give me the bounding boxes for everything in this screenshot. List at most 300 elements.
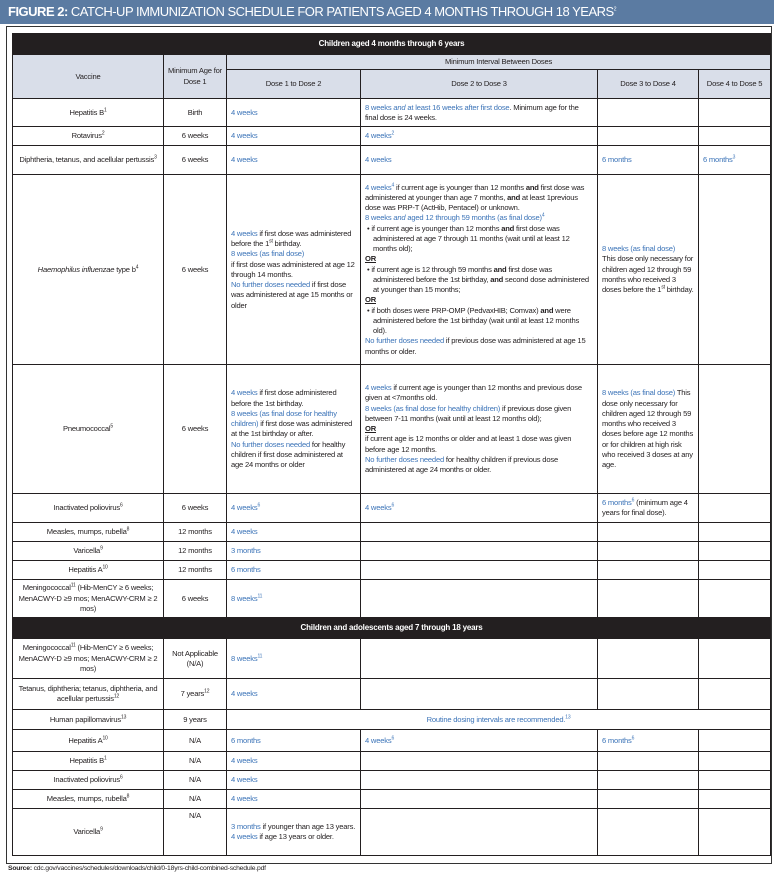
- table-row: [13, 494, 771, 523]
- interval-cell: [361, 523, 598, 542]
- text-segment: 8 weeks (as final dose for healthy children): [365, 403, 501, 413]
- table-row: [13, 127, 771, 146]
- text-segment: 11: [257, 593, 263, 600]
- interval-cell: [699, 146, 771, 175]
- text-segment: and: [501, 223, 515, 233]
- minimum-age: [164, 365, 227, 494]
- minimum-age-value: 6 weeks: [181, 264, 209, 274]
- interval-cell: [699, 580, 771, 618]
- interval-cell: [598, 175, 699, 365]
- table-row: [13, 580, 771, 618]
- cell-paragraph: [231, 715, 766, 725]
- footnote-ref: 2: [613, 6, 616, 13]
- text-segment: 4 weeks: [231, 503, 258, 513]
- text-segment: 4 weeks: [231, 775, 258, 785]
- text-segment: 6 months: [602, 498, 632, 507]
- text-segment: 4 weeks: [231, 527, 258, 537]
- text-segment: if first dose administered before the 1st birthday.: [231, 388, 337, 408]
- cell-paragraph: [365, 336, 593, 357]
- header-dose-interval: Dose 4 to Dose 5: [699, 70, 771, 99]
- cell-paragraph: [365, 254, 593, 264]
- interval-cell: [699, 99, 771, 127]
- text-segment: 6 months: [602, 735, 632, 745]
- text-segment: at least 16 weeks after first dose: [405, 102, 510, 112]
- minimum-age: [164, 639, 227, 679]
- text-segment: if first dose was administered at age 15 months or older: [231, 280, 353, 310]
- vaccine-name: [13, 494, 164, 523]
- cell-paragraph: [365, 213, 593, 223]
- cell-paragraph: [231, 594, 356, 604]
- text-segment: Hepatitis A: [68, 735, 103, 745]
- text-segment: 8: [126, 526, 130, 533]
- bullet-item: [365, 306, 593, 337]
- text-segment: st: [269, 238, 273, 245]
- text-segment: Rotavirus: [71, 131, 102, 141]
- text-segment: Routine dosing intervals are recommended.: [426, 714, 566, 724]
- vaccine-name: [13, 710, 164, 730]
- interval-cell: [227, 365, 361, 494]
- interval-cell: [361, 580, 598, 618]
- cell-paragraph: [365, 383, 593, 404]
- cell-paragraph: [231, 794, 356, 804]
- minimum-age-value: N/A: [188, 811, 202, 821]
- text-segment: 6: [631, 735, 635, 742]
- cell-paragraph: [365, 736, 593, 746]
- text-segment: 11: [70, 642, 76, 649]
- text-segment: (minimum age 4 years for final dose).: [602, 498, 688, 518]
- minimum-age: [164, 710, 227, 730]
- minimum-age: [164, 561, 227, 580]
- table-row: [13, 175, 771, 365]
- interval-cell: [227, 809, 361, 856]
- minimum-age: [164, 809, 227, 856]
- text-segment: and: [525, 182, 539, 192]
- text-segment: Varicella: [73, 546, 101, 556]
- figure-label: FIGURE 2:: [8, 4, 68, 19]
- interval-cell: [227, 710, 771, 730]
- text-segment: 4 weeks: [231, 228, 258, 238]
- interval-cell: [699, 561, 771, 580]
- cell-paragraph: [231, 131, 356, 141]
- table-row: [13, 710, 771, 730]
- section-title: Children and adolescents aged 7 through 18 years: [13, 618, 771, 639]
- minimum-age-value: 6 weeks: [181, 424, 209, 434]
- cell-paragraph: [365, 434, 593, 455]
- interval-cell: [361, 175, 598, 365]
- text-segment: OR: [365, 295, 376, 305]
- figure-title-text: CATCH-UP IMMUNIZATION SCHEDULE FOR PATIENTS AGED 4 MONTHS THROUGH 18 YEARS: [67, 4, 614, 19]
- minimum-age-value: N/A: [188, 794, 202, 804]
- interval-cell: [361, 365, 598, 494]
- text-segment: 6: [257, 502, 261, 509]
- interval-cell: [598, 679, 699, 710]
- text-segment: for healthy children if previous dose administered at age 24 months or older.: [365, 454, 558, 475]
- vaccine-name: [13, 99, 164, 127]
- minimum-age-value: 9 years: [183, 714, 207, 724]
- text-segment: 1: [103, 755, 107, 762]
- text-segment: 2: [101, 130, 105, 137]
- interval-cell: [598, 771, 699, 790]
- minimum-age: [164, 175, 227, 365]
- text-segment: 3 months: [231, 546, 261, 556]
- cell-paragraph: [365, 131, 593, 141]
- text-segment: Hepatitis B: [69, 756, 104, 766]
- text-segment: 8 weeks (as final dose): [602, 388, 676, 398]
- text-segment: 3 months: [231, 822, 261, 831]
- text-segment: 3: [732, 154, 736, 161]
- vaccine-name: [13, 561, 164, 580]
- interval-cell: [598, 365, 699, 494]
- minimum-age-value: 6 weeks: [181, 593, 209, 603]
- text-segment: Varicella: [73, 827, 101, 837]
- interval-cell: [361, 679, 598, 710]
- text-segment: 4 weeks: [231, 131, 258, 141]
- text-segment: and: [393, 102, 406, 112]
- interval-cell: [227, 99, 361, 127]
- interval-cell: [598, 494, 699, 523]
- text-segment: 4: [135, 264, 139, 271]
- minimum-age: [164, 679, 227, 710]
- text-segment: 3: [154, 154, 157, 161]
- text-segment: 8 weeks: [231, 653, 258, 663]
- interval-cell: [699, 679, 771, 710]
- table-row: [13, 752, 771, 771]
- minimum-age-value: N/A: [188, 775, 202, 785]
- cell-paragraph: [231, 440, 356, 471]
- interval-cell: [361, 639, 598, 679]
- cell-paragraph: [231, 388, 356, 409]
- interval-cell: [598, 146, 699, 175]
- minimum-age-value: 12 months: [178, 546, 212, 556]
- cell-paragraph: [231, 260, 356, 281]
- minimum-age: [164, 494, 227, 523]
- interval-cell: [361, 752, 598, 771]
- vaccine-name: [13, 790, 164, 809]
- text-segment: 8 weeks (as final dose for healthy children): [231, 408, 337, 428]
- cell-paragraph: [231, 832, 356, 842]
- text-segment: birthday.: [664, 285, 694, 295]
- text-segment: 1: [103, 107, 107, 114]
- text-segment: No further doses needed: [231, 280, 310, 289]
- table-row: [13, 146, 771, 175]
- text-segment: 10: [102, 564, 108, 571]
- vaccine-name: [13, 752, 164, 771]
- cell-paragraph: [231, 822, 356, 832]
- text-segment: and: [493, 264, 507, 274]
- vaccine-name: [13, 639, 164, 679]
- text-segment: 13: [120, 714, 127, 721]
- minimum-age: [164, 580, 227, 618]
- cell-paragraph: [231, 108, 356, 118]
- minimum-age-value: 6 weeks: [181, 131, 209, 141]
- interval-cell: [227, 790, 361, 809]
- section-title: Children aged 4 months through 6 years: [13, 34, 771, 55]
- table-row: [13, 679, 771, 710]
- interval-cell: [361, 790, 598, 809]
- text-segment: Meningococcal: [22, 583, 71, 593]
- column-header-row: [13, 55, 771, 70]
- interval-cell: [227, 542, 361, 561]
- interval-cell: [227, 523, 361, 542]
- vaccine-name: [13, 146, 164, 175]
- text-segment: Diphtheria, tetanus, and acellular pertussis: [19, 155, 155, 165]
- text-segment: 4 weeks: [365, 735, 392, 745]
- minimum-age: [164, 790, 227, 809]
- text-segment: (Hib-MenCY ≥ 6 weeks; MenACWY-D ≥9 mos; MenACWY-CRM ≥ 2 mos): [18, 583, 158, 613]
- interval-cell: [361, 494, 598, 523]
- vaccine-name: [13, 127, 164, 146]
- cell-paragraph: [231, 527, 356, 537]
- text-segment: type b: [114, 264, 136, 274]
- table-row: [13, 790, 771, 809]
- cell-paragraph: [602, 736, 694, 746]
- minimum-age: [164, 523, 227, 542]
- text-segment: 4: [391, 182, 395, 189]
- minimum-age-value: N/A: [188, 735, 202, 745]
- bullet-item: [365, 265, 593, 296]
- interval-cell: [227, 561, 361, 580]
- table-row: [13, 523, 771, 542]
- minimum-age-value: N/A: [188, 756, 202, 766]
- minimum-age: [164, 99, 227, 127]
- minimum-age: [164, 542, 227, 561]
- cell-paragraph: [703, 155, 766, 165]
- text-segment: Tetanus, diphtheria; tetanus, diphtheria, and acellular pertussis: [18, 684, 158, 704]
- text-segment: 12: [113, 693, 120, 700]
- table-row: [13, 365, 771, 494]
- interval-cell: [699, 752, 771, 771]
- minimum-age-value: Birth: [187, 107, 203, 117]
- text-segment: 11: [70, 582, 76, 589]
- cell-paragraph: [231, 409, 356, 440]
- text-segment: No further doses needed: [365, 336, 444, 346]
- text-segment: Pneumococcal: [62, 424, 111, 434]
- interval-cell: [699, 639, 771, 679]
- text-segment: 13: [565, 714, 571, 721]
- text-segment: This dose only necessary for children aged 12 through 59 months who received 3 doses before age 12 months or for children at high risk who received 3 doses at any age.: [602, 388, 694, 469]
- text-segment: (Hib-MenCY ≥ 6 weeks; MenACWY-D ≥9 mos; MenACWY-CRM ≥ 2 mos): [18, 643, 158, 673]
- cell-paragraph: [231, 249, 356, 259]
- header-vaccine: Vaccine: [13, 55, 164, 99]
- interval-cell: [361, 809, 598, 856]
- text-segment: 6 months: [703, 155, 733, 165]
- text-segment: 4: [541, 212, 545, 219]
- text-segment: at least 1previous dose was PRP-T (ActHib, Pentacel) or unknown.: [365, 192, 578, 213]
- cell-paragraph: [231, 756, 356, 766]
- interval-cell: [361, 730, 598, 752]
- interval-cell: [361, 561, 598, 580]
- text-segment: 4 weeks: [231, 155, 258, 165]
- text-segment: Measles, mumps, rubella: [46, 794, 127, 804]
- interval-cell: [699, 365, 771, 494]
- cell-paragraph: [602, 254, 694, 295]
- interval-cell: [598, 561, 699, 580]
- interval-cell: [227, 752, 361, 771]
- text-segment: 4 weeks: [365, 131, 392, 141]
- interval-cell: [699, 809, 771, 856]
- interval-cell: [598, 99, 699, 127]
- text-segment: 6 months: [231, 735, 261, 745]
- interval-cell: [227, 580, 361, 618]
- text-segment: if current age is younger than 12 months and previous dose given at <7months old.: [365, 383, 582, 403]
- interval-cell: [598, 542, 699, 561]
- source-url: cdc.gov/vaccines/schedules/downloads/child/0-18yrs-child-combined-schedule.pdf: [31, 865, 266, 872]
- interval-cell: [361, 146, 598, 175]
- interval-cell: [227, 175, 361, 365]
- cell-paragraph: [365, 424, 593, 434]
- cell-paragraph: [602, 155, 694, 165]
- text-segment: first dose was administered at younger than age 7 months,: [365, 182, 585, 202]
- text-segment: 4 weeks: [365, 503, 392, 513]
- text-segment: 8 weeks: [365, 213, 394, 223]
- text-segment: 4 weeks: [231, 388, 258, 398]
- text-segment: Measles, mumps, rubella: [46, 527, 127, 537]
- cell-paragraph: [365, 503, 593, 513]
- text-segment: 6 months: [602, 155, 632, 165]
- interval-cell: [598, 752, 699, 771]
- text-segment: No further doses needed: [365, 454, 444, 464]
- text-segment: 8 weeks: [231, 593, 258, 603]
- cell-paragraph: [365, 155, 593, 165]
- interval-cell: [227, 771, 361, 790]
- header-interval: Minimum Interval Between Doses: [227, 55, 771, 70]
- cell-paragraph: [231, 280, 356, 311]
- text-segment: 8 weeks (as final dose): [231, 249, 305, 259]
- text-segment: Haemophilus influenzae: [37, 264, 115, 274]
- text-segment: were administered before the 1st birthday (wait until at least 12 months old).: [373, 305, 580, 336]
- cell-paragraph: [365, 455, 593, 476]
- text-segment: 4 weeks: [231, 107, 258, 117]
- text-segment: if age 13 years or older.: [257, 832, 334, 842]
- text-segment: for healthy children if first dose administered at age 24 months or older: [231, 439, 346, 469]
- minimum-age-value: 6 weeks: [181, 503, 209, 513]
- header-dose-interval: Dose 3 to Dose 4: [598, 70, 699, 99]
- text-segment: 8: [126, 793, 130, 800]
- section-header: [13, 34, 771, 55]
- interval-cell: [699, 523, 771, 542]
- source-label: Source:: [8, 865, 32, 872]
- table-row: [13, 809, 771, 856]
- interval-cell: [227, 494, 361, 523]
- interval-cell: [699, 494, 771, 523]
- text-segment: 4 weeks: [231, 756, 258, 766]
- interval-cell: [699, 730, 771, 752]
- text-segment: if current age is 12 through 59 months: [371, 264, 494, 274]
- cell-paragraph: [231, 546, 356, 556]
- text-segment: Human papillomavirus: [49, 714, 121, 724]
- vaccine-name: [13, 365, 164, 494]
- text-segment: 6: [119, 502, 123, 509]
- text-segment: if both doses were PRP-OMP (PedvaxHIB; Comvax): [371, 305, 541, 315]
- text-segment: if younger than age 13 years.: [260, 822, 356, 831]
- text-segment: 4 weeks: [365, 383, 392, 393]
- cell-paragraph: [602, 244, 694, 254]
- interval-cell: [227, 146, 361, 175]
- cell-paragraph: [231, 654, 356, 664]
- cell-paragraph: [365, 103, 593, 124]
- minimum-age: [164, 146, 227, 175]
- text-segment: 6: [391, 735, 395, 742]
- figure-title: [0, 0, 774, 24]
- text-segment: if first dose was administered at age 12 through 14 months.: [231, 259, 355, 279]
- minimum-age-value: 12 months: [178, 565, 212, 575]
- vaccine-name: [13, 542, 164, 561]
- vaccine-name: [13, 523, 164, 542]
- cell-paragraph: [231, 565, 356, 575]
- text-segment: 6: [391, 502, 395, 509]
- cell-paragraph: [231, 503, 356, 513]
- text-segment: if first dose was administered at the 1st birthday or after.: [231, 419, 353, 439]
- text-segment: 5: [110, 423, 113, 430]
- cell-paragraph: [602, 388, 694, 470]
- vaccine-name: [13, 679, 164, 710]
- interval-cell: [598, 523, 699, 542]
- text-segment: if first dose was administered before the 1: [231, 228, 352, 248]
- interval-cell: [598, 730, 699, 752]
- bullet-item: [365, 224, 593, 255]
- text-segment: 6: [119, 774, 123, 781]
- table-row: [13, 730, 771, 752]
- interval-cell: [227, 127, 361, 146]
- text-segment: 4 weeks: [365, 155, 392, 165]
- text-segment: if current age is younger than 12 months: [394, 182, 526, 192]
- interval-cell: [598, 639, 699, 679]
- text-segment: 11: [257, 653, 263, 660]
- section-header: [13, 618, 771, 639]
- minimum-age-value: 6 weeks: [181, 155, 209, 165]
- text-segment: . Minimum age for the final dose is 24 weeks.: [365, 102, 579, 122]
- text-segment: No further doses needed: [231, 439, 310, 449]
- text-segment: OR: [365, 254, 376, 264]
- interval-cell: [699, 771, 771, 790]
- cell-paragraph: [365, 404, 593, 425]
- header-dose-interval: Dose 2 to Dose 3: [361, 70, 598, 99]
- interval-cell: [227, 679, 361, 710]
- text-segment: 8 weeks: [365, 102, 394, 112]
- minimum-age: [164, 771, 227, 790]
- text-segment: Meningococcal: [22, 643, 71, 653]
- cell-paragraph: [231, 229, 356, 250]
- minimum-age: [164, 127, 227, 146]
- text-segment: and: [507, 192, 521, 202]
- cell-paragraph: [231, 689, 356, 699]
- vaccine-name: [13, 809, 164, 856]
- minimum-age-value: 12 months: [178, 527, 212, 537]
- interval-cell: [699, 542, 771, 561]
- text-segment: 9: [100, 545, 103, 552]
- vaccine-name: [13, 580, 164, 618]
- cell-paragraph: [365, 295, 593, 305]
- interval-cell: [227, 730, 361, 752]
- text-segment: if current age is 12 months or older and at least 1 dose was given before age 12 months.: [365, 434, 572, 454]
- text-segment: 10: [102, 735, 108, 742]
- table-row: [13, 542, 771, 561]
- text-segment: 6 months: [231, 565, 261, 575]
- text-segment: 4 weeks: [231, 794, 258, 804]
- header-min-age: Minimum Age for Dose 1: [164, 55, 227, 99]
- interval-cell: [361, 127, 598, 146]
- text-segment: Hepatitis B: [69, 107, 104, 117]
- catch-up-schedule-table: [12, 33, 771, 856]
- interval-cell: [598, 790, 699, 809]
- interval-cell: [699, 175, 771, 365]
- text-segment: if previous dose was administered at age 15 months or older.: [365, 336, 586, 356]
- cell-paragraph: [231, 155, 356, 165]
- text-segment: if previous dose given between 7-11 months (wait until at least 12 months old);: [365, 403, 572, 423]
- interval-cell: [699, 790, 771, 809]
- text-segment: and: [393, 213, 406, 223]
- text-segment: if current age is younger than 12 months: [371, 223, 502, 233]
